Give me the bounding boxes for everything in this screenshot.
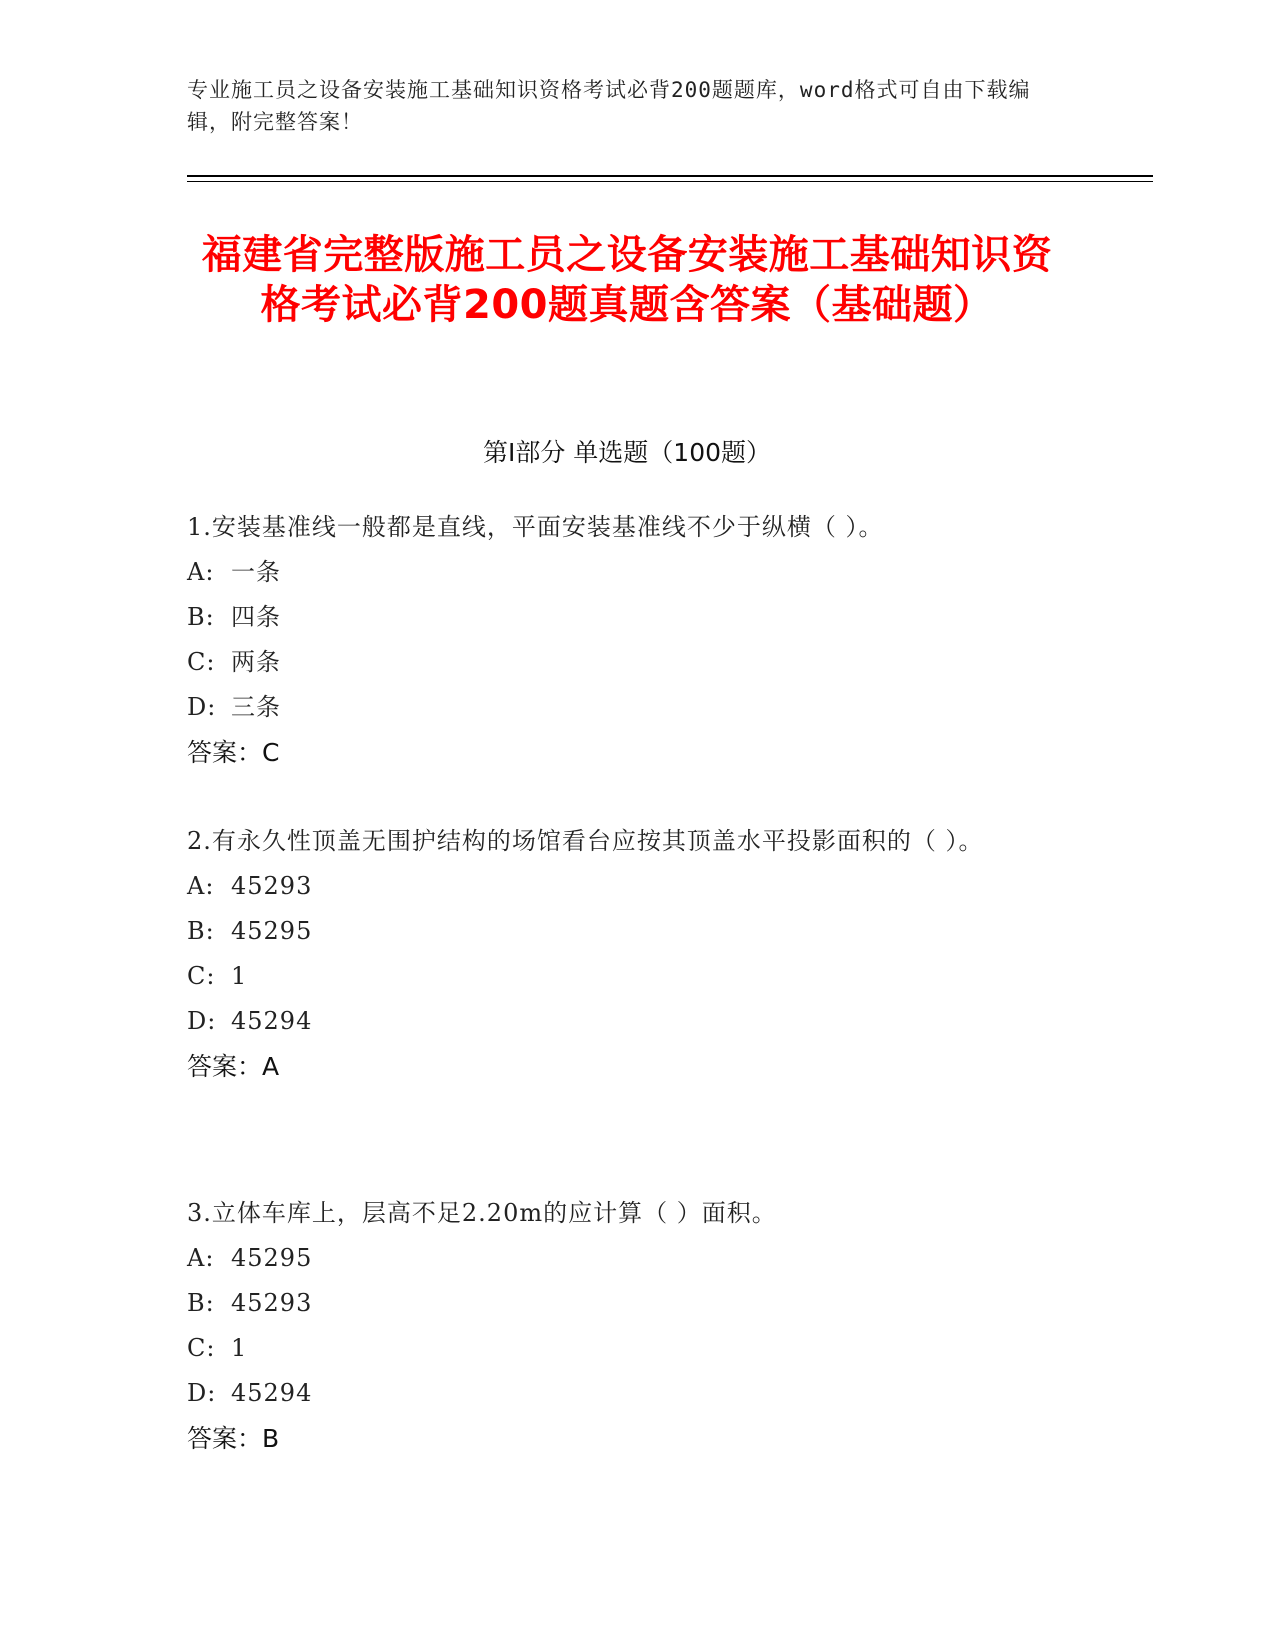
- option-b: [187, 909, 1067, 954]
- question-3: [187, 1190, 1067, 1462]
- option-text: 45295: [231, 1244, 313, 1272]
- option-c: [187, 640, 1067, 685]
- option-text: 两条: [231, 648, 281, 676]
- header-rule-thin: [187, 181, 1153, 182]
- option-a: [187, 864, 1067, 909]
- question-stem: 1.安装基准线一般都是直线，平面安装基准线不少于纵横（ ）。: [187, 513, 884, 541]
- answer: 答案：B: [187, 1424, 280, 1453]
- option-text: 45293: [231, 872, 313, 900]
- header-note: 专业施工员之设备安装施工基础知识资格考试必背200题题库，word格式可自由下载编辑，附完整答案！: [187, 78, 1031, 134]
- option-b: [187, 1281, 1067, 1326]
- option-key: A:: [187, 872, 215, 900]
- question-2: [187, 818, 1067, 1090]
- option-text: 一条: [231, 558, 281, 586]
- header-rule-thick: [187, 175, 1153, 177]
- option-text: 1: [231, 1334, 248, 1362]
- option-a: [187, 550, 1067, 595]
- question-stem: 2.有永久性顶盖无围护结构的场馆看台应按其顶盖水平投影面积的（ ）。: [187, 827, 984, 855]
- option-key: B:: [187, 1289, 215, 1317]
- option-text: 45294: [231, 1379, 313, 1407]
- option-key: C:: [187, 648, 216, 676]
- option-c: [187, 1326, 1067, 1371]
- option-key: D:: [187, 1379, 217, 1407]
- option-key: A:: [187, 1244, 215, 1272]
- option-key: B:: [187, 603, 215, 631]
- answer: 答案：C: [187, 738, 280, 767]
- option-text: 45293: [231, 1289, 313, 1317]
- option-b: [187, 595, 1067, 640]
- option-text: 45294: [231, 1007, 313, 1035]
- option-text: 45295: [231, 917, 313, 945]
- option-d: [187, 1371, 1067, 1416]
- question-1: [187, 504, 1067, 776]
- option-d: [187, 685, 1067, 730]
- option-key: C:: [187, 1334, 216, 1362]
- option-key: D:: [187, 1007, 217, 1035]
- option-text: 三条: [231, 693, 281, 721]
- option-text: 四条: [231, 603, 281, 631]
- option-key: D:: [187, 693, 217, 721]
- option-key: B:: [187, 917, 215, 945]
- option-key: A:: [187, 558, 215, 586]
- option-text: 1: [231, 962, 248, 990]
- option-d: [187, 999, 1067, 1044]
- option-key: C:: [187, 962, 216, 990]
- option-c: [187, 954, 1067, 999]
- option-a: [187, 1236, 1067, 1281]
- document-title: 福建省完整版施工员之设备安装施工基础知识资格考试必背200题真题含答案（基础题）: [201, 232, 1053, 328]
- question-stem: 3.立体车库上，层高不足2.20m的应计算（ ）面积。: [187, 1199, 777, 1227]
- section-title: 第I部分 单选题（100题）: [482, 438, 772, 467]
- answer: 答案：A: [187, 1052, 280, 1081]
